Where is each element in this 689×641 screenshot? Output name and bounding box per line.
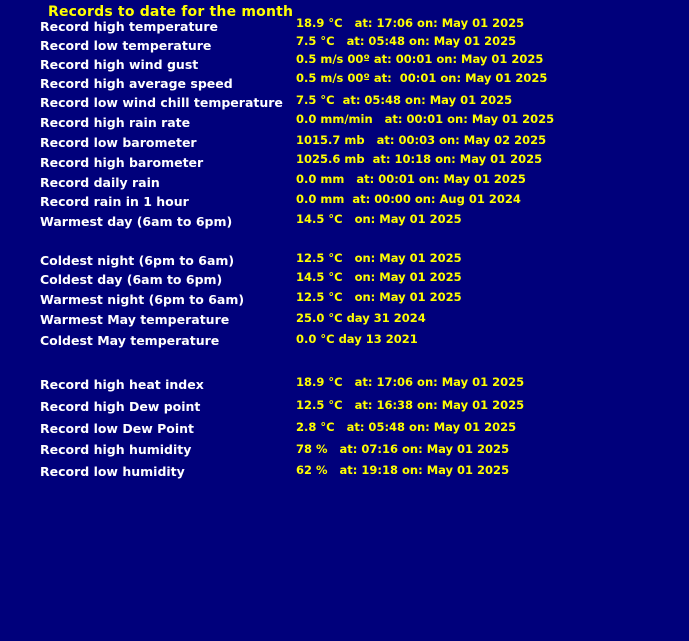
value-record-low-dew-point: 2.8 °C at: 05:48 on: May 01 2025 [296,420,517,434]
label-record-high-barometer: Record high barometer [40,155,204,170]
value-record-high-temperature: 18.9 °C at: 17:06 on: May 01 2025 [296,16,525,30]
value-record-high-heat-index: 18.9 °C at: 17:06 on: May 01 2025 [296,375,525,389]
label-coldest-night: Coldest night (6pm to 6am) [40,253,235,268]
label-coldest-month-temperature: Coldest May temperature [40,333,220,348]
label-record-high-humidity: Record high humidity [40,442,192,457]
label-record-low-dew-point: Record low Dew Point [40,421,194,436]
value-coldest-day: 14.5 °C on: May 01 2025 [296,270,462,284]
label-record-high-heat-index: Record high heat index [40,377,204,392]
label-record-high-rain-rate: Record high rain rate [40,115,191,130]
value-record-daily-rain: 0.0 mm at: 00:01 on: May 01 2025 [296,172,526,186]
label-warmest-night: Warmest night (6pm to 6am) [40,292,245,307]
value-coldest-night: 12.5 °C on: May 01 2025 [296,251,462,265]
label-record-high-temperature: Record high temperature [40,19,218,34]
value-record-high-barometer: 1025.6 mb at: 10:18 on: May 01 2025 [296,152,543,166]
label-record-low-humidity: Record low humidity [40,464,185,479]
label-warmest-month-temperature: Warmest May temperature [40,312,230,327]
label-record-high-dew-point: Record high Dew point [40,399,201,414]
value-warmest-month-temperature: 25.0 °C day 31 2024 [296,311,426,325]
value-record-high-dew-point: 12.5 °C at: 16:38 on: May 01 2025 [296,398,525,412]
label-record-high-wind-gust: Record high wind gust [40,57,199,72]
label-record-rain-1-hour: Record rain in 1 hour [40,194,189,209]
value-record-low-wind-chill: 7.5 °C at: 05:48 on: May 01 2025 [296,93,513,107]
value-record-high-rain-rate: 0.0 mm/min at: 00:01 on: May 01 2025 [296,112,555,126]
value-record-low-temperature: 7.5 °C at: 05:48 on: May 01 2025 [296,34,517,48]
label-record-daily-rain: Record daily rain [40,175,160,190]
value-warmest-day: 14.5 °C on: May 01 2025 [296,212,462,226]
value-warmest-night: 12.5 °C on: May 01 2025 [296,290,462,304]
page-title: Records to date for the month [48,4,294,20]
label-coldest-day: Coldest day (6am to 6pm) [40,272,223,287]
value-record-high-wind-gust: 0.5 m/s 00º at: 00:01 on: May 01 2025 [296,52,544,66]
value-coldest-month-temperature: 0.0 °C day 13 2021 [296,332,418,346]
label-record-low-barometer: Record low barometer [40,135,197,150]
value-record-high-humidity: 78 % at: 07:16 on: May 01 2025 [296,442,510,456]
value-record-low-humidity: 62 % at: 19:18 on: May 01 2025 [296,463,510,477]
label-record-low-wind-chill: Record low wind chill temperature [40,95,283,110]
label-record-low-temperature: Record low temperature [40,38,212,53]
value-record-rain-1-hour: 0.0 mm at: 00:00 on: Aug 01 2024 [296,192,521,206]
label-record-high-average-speed: Record high average speed [40,76,233,91]
label-warmest-day: Warmest day (6am to 6pm) [40,214,233,229]
value-record-high-average-speed: 0.5 m/s 00º at: 00:01 on: May 01 2025 [296,71,548,85]
value-record-low-barometer: 1015.7 mb at: 00:03 on: May 02 2025 [296,133,547,147]
